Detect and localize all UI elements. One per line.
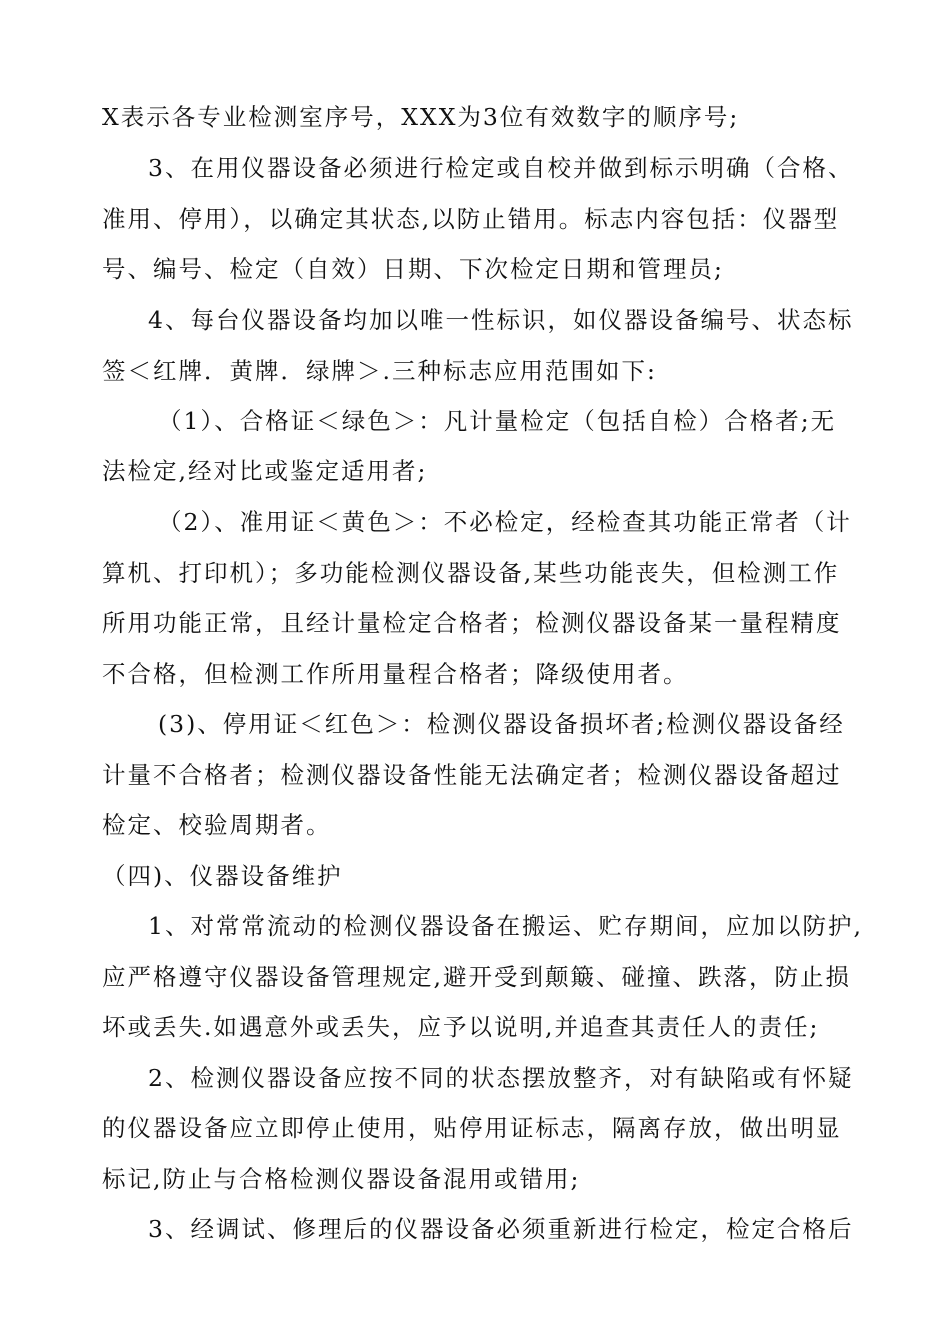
paragraph-line: 3、经调试、修理后的仪器设备必须重新进行检定，检定合格后	[148, 1215, 854, 1243]
paragraph-line: 的仪器设备应立即停止使用，贴停用证标志，隔离存放，做出明显	[102, 1114, 842, 1142]
paragraph-line: 号、编号、检定（自效）日期、下次检定日期和管理员;	[102, 255, 724, 283]
paragraph-line: 坏或丢失.如遇意外或丢失，应予以说明,并追查其责任人的责任;	[102, 1013, 820, 1041]
paragraph-line: 应严格遵守仪器设备管理规定,避开受到颠簸、碰撞、跌落，防止损	[102, 963, 851, 991]
paragraph-line: （2）、准用证＜黄色＞：不必检定，经检查其功能正常者（计	[158, 508, 852, 536]
paragraph-line: (3)、停用证＜红色＞：检测仪器设备损坏者;检测仪器设备经	[158, 710, 845, 738]
paragraph-line: 法检定,经对比或鉴定适用者;	[102, 457, 428, 485]
paragraph-line: 2、检测仪器设备应按不同的状态摆放整齐，对有缺陷或有怀疑	[148, 1064, 854, 1092]
paragraph-line: 标记,防止与合格检测仪器设备混用或错用;	[102, 1165, 581, 1193]
paragraph-line: 算机、打印机）；多功能检测仪器设备,某些功能丧失，但检测工作	[102, 559, 840, 587]
paragraph-line: X表示各专业检测室序号，XXX为3位有效数字的顺序号;	[102, 103, 740, 131]
paragraph-line: 1、对常常流动的检测仪器设备在搬运、贮存期间，应加以防护,	[148, 912, 863, 940]
paragraph-line: 所用功能正常，且经计量检定合格者；检测仪器设备某一量程精度	[102, 609, 842, 637]
paragraph-line: 不合格，但检测工作所用量程合格者；降级使用者。	[102, 660, 689, 688]
paragraph-line: （1）、合格证＜绿色＞：凡计量检定（包括自检）合格者;无	[158, 407, 837, 435]
paragraph-line: 签＜红牌．黄牌．绿牌＞.三种标志应用范围如下:	[102, 357, 657, 385]
paragraph-line: 检定、校验周期者。	[102, 811, 332, 839]
paragraph-line: 计量不合格者；检测仪器设备性能无法确定者；检测仪器设备超过	[102, 761, 842, 789]
section-heading: （四)、仪器设备维护	[102, 862, 343, 890]
paragraph-line: 3、在用仪器设备必须进行检定或自校并做到标示明确（合格、	[148, 154, 854, 182]
paragraph-line: 准用、停用），以确定其状态,以防止错用。标志内容包括：仪器型	[102, 205, 840, 233]
paragraph-line: 4、每台仪器设备均加以唯一性标识，如仪器设备编号、状态标	[148, 306, 854, 334]
